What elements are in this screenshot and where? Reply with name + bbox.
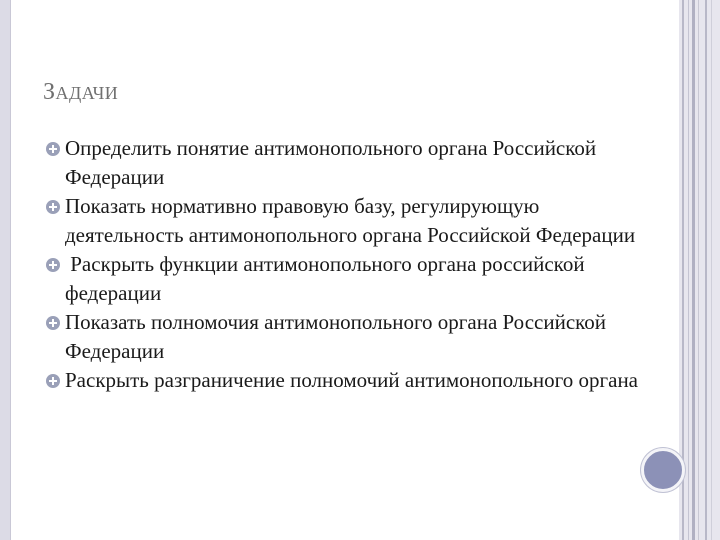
task-list [46, 134, 646, 395]
list-item-text: Определить понятие антимонопольного органа Российской Федерации [65, 136, 597, 189]
title-first-letter: З [43, 79, 56, 105]
list-item-text: Показать нормативно правовую базу, регулирующую деятельность антимонопольного органа Российской Федерации [65, 194, 636, 247]
list-item [46, 366, 646, 395]
list-item [46, 192, 646, 250]
plus-circle-icon [46, 316, 60, 330]
right-border-line [692, 0, 695, 540]
plus-circle-icon [46, 142, 60, 156]
right-border-line [698, 0, 699, 540]
list-item [46, 250, 646, 308]
slide-title [43, 80, 118, 104]
list-item-text: Показать полномочия антимонопольного органа Российской Федерации [65, 310, 607, 363]
plus-circle-icon [46, 200, 60, 214]
right-border-line [711, 0, 712, 540]
plus-circle-icon [46, 258, 60, 272]
title-rest: АДАЧИ [55, 83, 119, 103]
decorative-circle [641, 448, 685, 492]
list-item-text: Раскрыть функции антимонопольного органа российской федерации [65, 252, 590, 305]
right-border-decoration [679, 0, 720, 540]
plus-circle-icon [46, 374, 60, 388]
list-item [46, 308, 646, 366]
right-border-line [705, 0, 707, 540]
left-border-decoration [0, 0, 11, 540]
list-item [46, 134, 646, 192]
list-item-text: Раскрыть разграничение полномочий антимонопольного органа [65, 368, 638, 392]
right-border-line [688, 0, 689, 540]
